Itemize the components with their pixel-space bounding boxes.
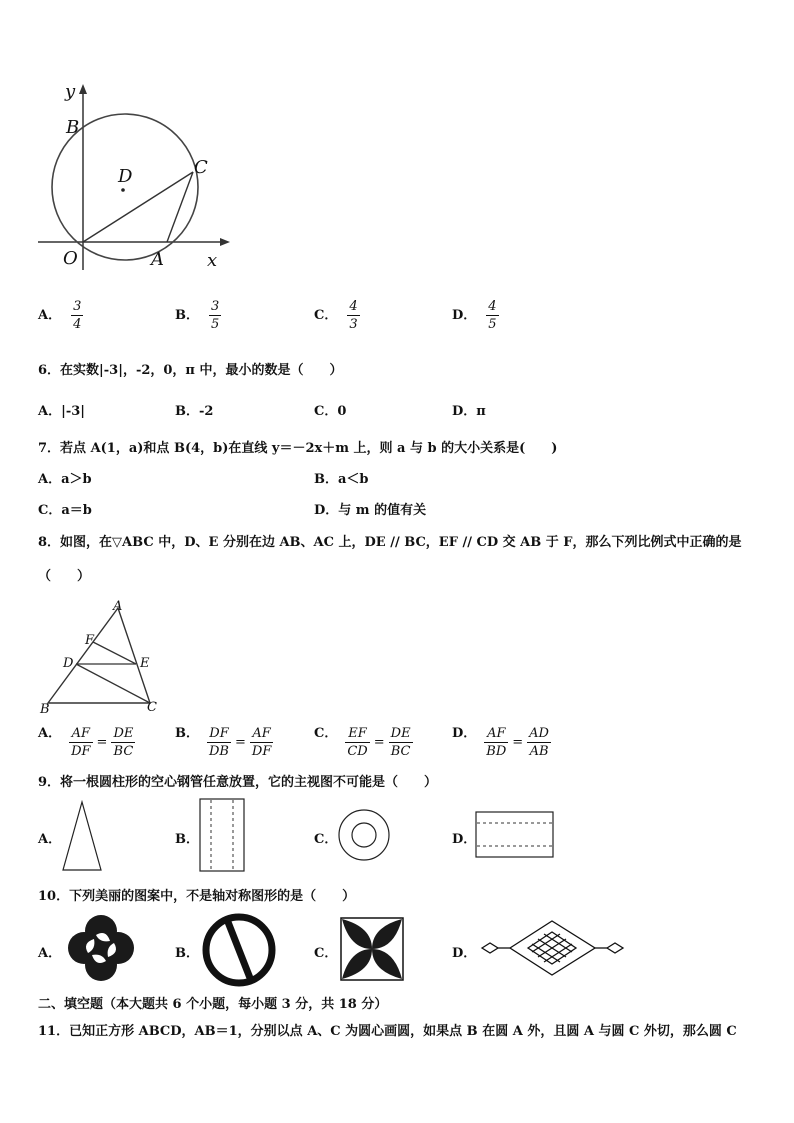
proportion: $\frac{DF}{DB}$ = $\frac{AF}{DF}$ [209,726,272,759]
q9-option-d[interactable]: D． [452,832,477,847]
tri-label-a: A [113,599,123,614]
label-x: x [207,250,218,271]
q8-stem: 8．如图，在▽ABC 中，D、E 分别在边 AB、AC 上，DE // BC，EF // CD 交 AB 于 F，那么下列比例式中正确的是 [38,535,742,550]
q9-option-c[interactable]: C． [314,832,338,847]
q10-option-b[interactable]: B． [175,946,199,961]
q10-option-a[interactable]: A． [38,946,62,961]
fraction: $\frac{4}{5}$ [488,299,497,332]
x-axis-arrow [220,238,230,246]
q5-option-b[interactable]: B． $\frac{3}{5}$ [175,299,220,332]
fraction: $\frac{3}{5}$ [211,299,220,332]
square-petal-pattern [340,917,404,981]
concentric-circles-view [337,808,391,862]
ring-with-slash-pattern [201,912,277,988]
tri-label-b: B [40,702,50,717]
q10-option-c[interactable]: C． [314,946,338,961]
fraction: $\frac{3}{4}$ [73,299,82,332]
segment-ac [167,172,193,242]
q9-option-a[interactable]: A． [38,832,62,847]
label-c: C [194,157,208,178]
q7-stem: 7．若点 A(1，a)和点 B(4，b)在直线 y＝－2x＋m 上，则 a 与 b 的大小关系是( ) [38,441,558,456]
proportion: $\frac{AF}{BD}$ = $\frac{AD}{AB}$ [486,726,549,759]
tri-label-f: F [85,633,95,648]
q6-option-d[interactable]: D．π [452,404,486,419]
q9-option-b[interactable]: B． [175,832,199,847]
q9-stem: 9．将一根圆柱形的空心钢管任意放置，它的主视图不可能是（ ） [38,775,438,790]
q11-stem: 11．已知正方形 ABCD，AB＝1，分别以点 A、C 为圆心画圆，如果点 B 在圆 A 外，且圆 A 与圆 C 外切，那么圆 C [38,1024,737,1039]
tri-label-d: D [63,656,74,671]
q5-option-a[interactable]: A． $\frac{3}{4}$ [38,299,82,332]
q8-paren: （ ） [38,569,91,584]
q10-option-d[interactable]: D． [452,946,477,961]
horizontal-rectangle-view [475,811,555,859]
q10-stem: 10．下列美丽的图案中，不是轴对称图形的是（ ） [38,889,356,904]
q5-option-c[interactable]: C． $\frac{4}{3}$ [314,299,358,332]
q6-option-b[interactable]: B．-2 [175,404,214,419]
diamond-knot-pattern [480,918,625,978]
y-axis-arrow [79,84,87,94]
q6-option-c[interactable]: C．0 [314,404,347,419]
label-a: A [151,249,164,270]
proportion: $\frac{EF}{CD}$ = $\frac{DE}{BC}$ [347,726,411,759]
q7-option-d[interactable]: D．与 m 的值有关 [314,503,427,518]
segment-fe [93,642,136,664]
q6-stem: 6．在实数|-3|，-2，0，π 中，最小的数是（ ） [38,363,343,378]
section-2-title: 二、填空题（本大题共 6 个小题，每小题 3 分，共 18 分） [38,997,388,1012]
segment-oc [83,172,193,242]
q7-option-b[interactable]: B．a＜b [314,472,369,487]
label-y: y [65,81,76,102]
label-o: O [63,248,78,269]
fraction: $\frac{4}{3}$ [349,299,358,332]
q8-option-a[interactable]: A． $\frac{AF}{DF}$ = $\frac{DE}{BC}$ [38,726,134,759]
label-b: B [66,117,80,138]
q7-option-a[interactable]: A．a＞b [38,472,92,487]
four-leaf-pattern [66,913,136,983]
q5-option-d[interactable]: D． $\frac{4}{5}$ [452,299,497,332]
isosceles-triangle-view [60,800,104,872]
tri-label-e: E [140,656,150,671]
tri-label-c: C [147,700,157,715]
q8-option-b[interactable]: B． $\frac{DF}{DB}$ = $\frac{AF}{DF}$ [175,726,272,759]
proportion: $\frac{AF}{DF}$ = $\frac{DE}{BC}$ [71,726,134,759]
q8-option-c[interactable]: C． $\frac{EF}{CD}$ = $\frac{DE}{BC}$ [314,726,411,759]
label-d: D [118,166,133,187]
q8-option-d[interactable]: D． $\frac{AF}{BD}$ = $\frac{AD}{AB}$ [452,726,549,759]
q7-option-c[interactable]: C．a＝b [38,503,92,518]
vertical-rectangle-view [199,798,245,872]
q6-option-a[interactable]: A．|-3| [38,404,85,419]
point-d [121,188,125,192]
